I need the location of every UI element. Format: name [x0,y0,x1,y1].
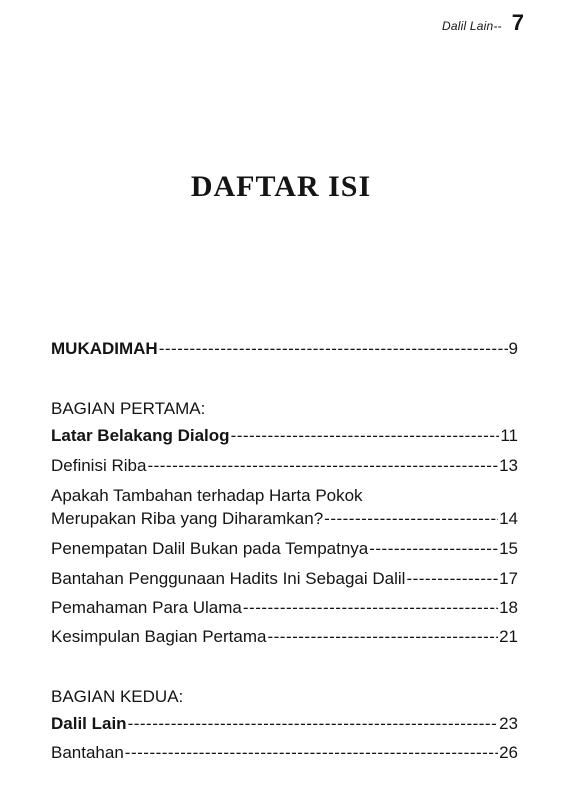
toc-entry-bantahan-penggunaan[interactable] [51,568,518,590]
section-heading-part2: BAGIAN KEDUA: [51,687,184,706]
toc-entry-label: Penempatan Dalil Bukan pada Tempatnya [51,539,369,558]
toc-entry-page: 15 [499,539,518,558]
page-number: 7 [511,10,524,35]
toc-entry-apakah-tambahan[interactable] [51,508,518,530]
toc-leader [243,597,498,619]
toc-entry-label: Pemahaman Para Ulama [51,598,242,617]
running-header [442,10,524,36]
toc-leader [369,538,498,560]
toc-entry-page: 17 [499,569,518,588]
toc-entry-label: Merupakan Riba yang Diharamkan? [51,509,324,528]
toc-leader [128,713,499,735]
toc-leader [147,455,498,477]
toc-entry-label: Latar Belakang Dialog [51,426,230,445]
toc-entry-label: MUKADIMAH [51,339,158,358]
toc-entry-page: 11 [500,426,518,445]
toc-entry-page: 13 [499,456,518,475]
toc-entry-page: 23 [499,714,518,733]
toc-entry-label: Dalil Lain [51,714,127,733]
toc-leader [267,626,498,648]
toc-entry-dalil-lain[interactable] [51,713,518,735]
toc-entry-pemahaman-ulama[interactable] [51,597,518,619]
toc-leader [231,425,500,447]
running-title: Dalil Lain-- [441,19,502,33]
toc-entry-mukadimah[interactable] [51,338,518,360]
page-title: DAFTAR ISI [190,170,372,203]
toc-entry-label: Bantahan Penggunaan Hadits Ini Sebagai Dalil [51,569,406,588]
toc-entry-page: 26 [499,743,518,762]
toc-entry-label: Kesimpulan Bagian Pertama [51,627,267,646]
toc-leader [125,742,498,764]
toc-entry-page: 21 [499,627,518,646]
toc-leader [406,568,498,590]
toc-entry-label: Bantahan [51,743,124,762]
toc-entry-page: 9 [508,339,518,358]
toc-entry-penempatan-dalil[interactable] [51,538,518,560]
section-heading-part1: BAGIAN PERTAMA: [51,399,206,418]
toc-entry-page: 18 [499,598,518,617]
toc-entry-label-line1: Apakah Tambahan terhadap Harta Pokok [51,486,363,505]
toc-entry-label: Definisi Riba [51,456,147,475]
toc-entry-page: 14 [499,509,518,528]
toc-entry-latar-belakang[interactable] [51,425,518,447]
toc-leader [159,338,508,360]
toc-entry-kesimpulan[interactable] [51,626,518,648]
toc-entry-bantahan[interactable] [51,742,518,764]
toc-entry-definisi-riba[interactable] [51,455,518,477]
toc-leader [324,508,498,530]
